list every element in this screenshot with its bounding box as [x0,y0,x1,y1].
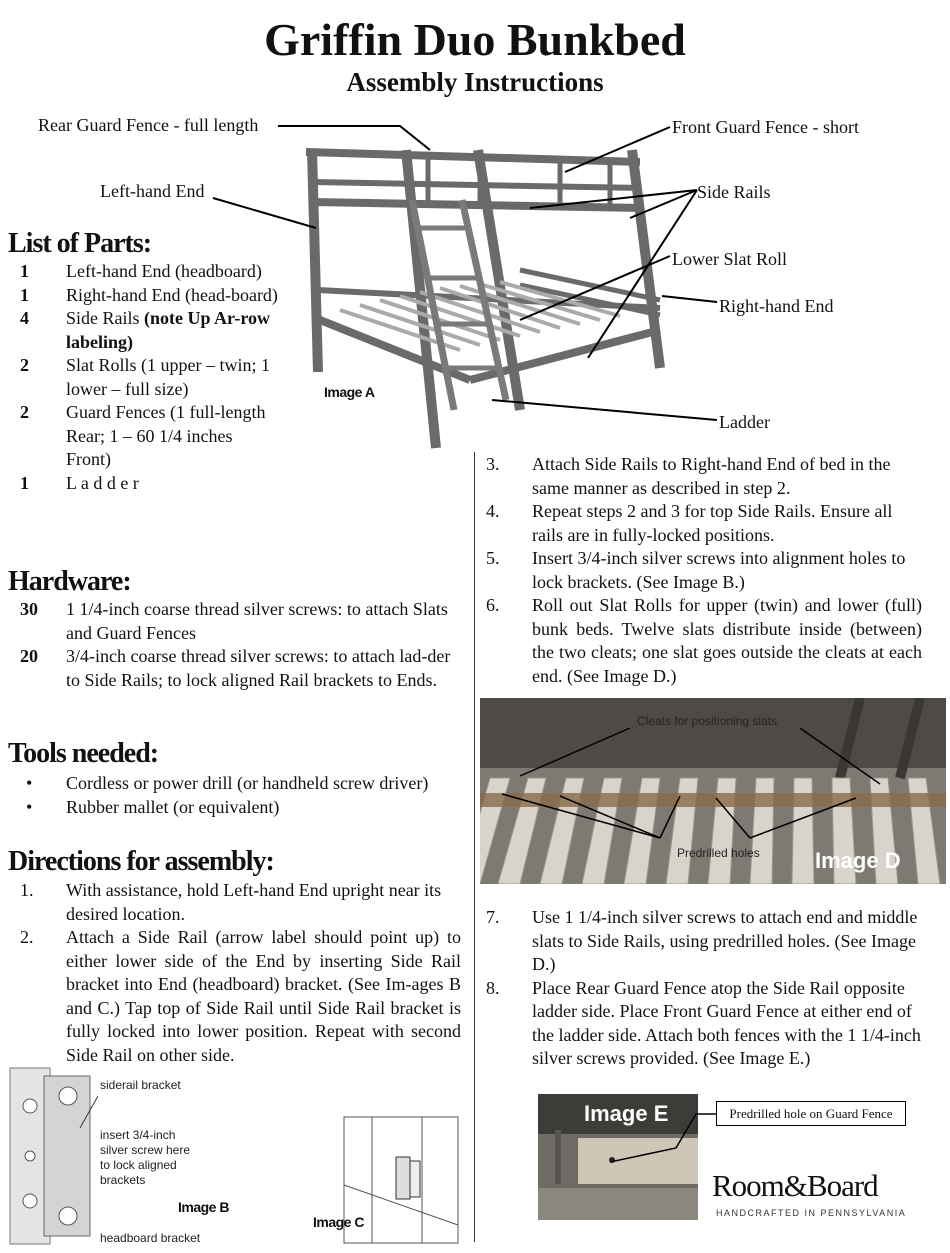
hardware-desc: 1 1/4-inch coarse thread silver screws: to attach Slats and Guard Fences [66,599,448,643]
part-name: Right-hand End (head-board) [66,284,278,305]
list-item [8,284,278,308]
callout-side-rails: Side Rails [697,182,771,202]
image-e-leader [606,1112,718,1164]
list-item [8,645,458,692]
step-text: Place Rear Guard Fence atop the Side Rail opposite ladder side. Place Front Guard Fence at either end of the ladder side. Attach both fences with the 1 1/4-inch silver screws provided. (See Image E.) [532,977,921,1068]
steps-right-bottom [480,906,922,1071]
page-title: Griffin Duo Bunkbed [264,14,686,65]
image-b-note-siderail: siderail bracket [100,1078,181,1092]
part-qty: 4 [20,308,29,328]
step-text: Repeat steps 2 and 3 for top Side Rails. Ensure all rails are in fully-locked positions. [532,501,893,545]
hardware-heading: Hardware: [8,566,131,597]
tools-heading: Tools needed: [8,738,159,769]
list-item [8,260,278,284]
step-item [480,594,922,688]
step-text: Insert 3/4-inch silver screws into alignment holes to lock brackets. (See Image B.) [532,548,906,592]
image-b-note-headboard: headboard bracket [100,1231,201,1245]
part-name: Slat Rolls (1 upper – twin; 1 lower – full size) [66,355,270,399]
parts-heading: List of Parts: [8,228,152,259]
step-item [480,977,922,1071]
step-text: Use 1 1/4-inch silver screws to attach end and middle slats to Side Rails, using predrilled holes. (See Image D.) [532,907,918,974]
image-d-label: Image D [815,848,901,873]
step-number: 8. [486,977,500,998]
list-item [8,472,278,496]
part-qty: 1 [20,284,29,305]
steps-right-top [480,453,922,688]
step-text: With assistance, hold Left-hand End upright near its desired location. [66,880,442,924]
image-b-bracket [8,1066,98,1246]
step-number: 4. [486,501,500,521]
step-item [480,547,922,594]
part-name: L a d d e r [66,472,139,493]
callout-ladder: Ladder [719,412,770,432]
step-number: 5. [486,548,500,568]
list-item [8,354,278,401]
brand-tagline: HANDCRAFTED IN PENNSYLVANIA [716,1208,907,1218]
step-item [8,926,461,1067]
parts-list [8,260,278,495]
callout-right-hand-end: Right-hand End [719,296,834,316]
step-text: Attach a Side Rail (arrow label should point up) to either lower side of the End by inserting Side Rail bracket into End (headboard) bracket. (See Im-ages B and C.) Tap top of Side Rail until Side Rail bracket is fully locked into lower position. Repeat with second Side Rail on other side. [66,927,461,1065]
image-e-note: Predrilled hole on Guard Fence [716,1101,906,1126]
hardware-desc: 3/4-inch coarse thread silver screws: to attach lad-der to Side Rails; to lock aligned Rail brackets to Ends. [66,646,451,690]
image-b-note-insert: insert 3/4-inch silver screw here to lock aligned brackets [100,1128,191,1187]
part-qty: 2 [20,355,29,375]
step-item [480,906,922,977]
step-item [8,879,461,926]
step-number: 7. [486,907,500,927]
part-name-text: Side Rails [66,308,140,328]
step-number: 3. [486,454,500,474]
part-name [66,307,278,354]
part-qty: 1 [20,261,29,281]
column-divider [474,452,475,1242]
step-text: Attach Side Rails to Right-hand End of bed in the same manner as described in step 2. [532,454,891,498]
step-number: 1. [20,880,34,900]
part-qty: 1 [20,472,29,493]
image-b-label: Image B [178,1199,229,1215]
part-name-note: (note Up Ar-row labeling) [66,308,270,352]
list-item [8,796,468,820]
step-number: 2. [20,927,34,947]
list-item [8,772,468,796]
page-subtitle: Assembly Instructions [346,67,604,97]
tools-list [8,772,468,819]
step-item [480,500,922,547]
step-number: 6. [486,595,500,615]
bullet-icon: • [26,773,33,793]
list-item [8,401,278,472]
tool-name: Rubber mallet (or equivalent) [66,796,280,817]
image-c-label: Image C [313,1214,364,1230]
directions-heading: Directions for assembly: [8,846,274,877]
tool-name: Cordless or power drill (or handheld screw driver) [66,773,429,793]
steps-left [8,879,461,1067]
brand-logo: Room&Board [712,1168,878,1203]
callout-lower-slat-roll: Lower Slat Roll [672,249,787,269]
hardware-qty: 30 [20,599,38,619]
bullet-icon: • [26,796,33,817]
step-text: Roll out Slat Rolls for upper (twin) and lower (full) bunk beds. Twelve slats distribute inside (between) the two cleats; one slat goes outside the cleats at each end. (See Image D.) [532,595,922,686]
image-d-note-holes: Predrilled holes [677,846,760,860]
hardware-list [8,598,458,692]
part-qty: 2 [20,402,29,422]
callout-front-guard-fence: Front Guard Fence - short [672,117,859,137]
callout-rear-guard-fence: Rear Guard Fence - full length [38,115,259,135]
image-e-label: Image E [584,1101,669,1126]
part-name: Left-hand End (headboard) [66,261,262,281]
hardware-qty: 20 [20,646,38,666]
step-item [480,453,922,500]
list-item [8,598,458,645]
list-item [8,307,278,354]
part-name: Guard Fences (1 full-length Rear; 1 – 60 1/4 inches Front) [66,402,266,469]
callout-left-hand-end: Left-hand End [100,181,205,201]
image-a-label: Image A [324,384,375,400]
image-d-note-cleats: Cleats for positioning slats [637,714,778,728]
